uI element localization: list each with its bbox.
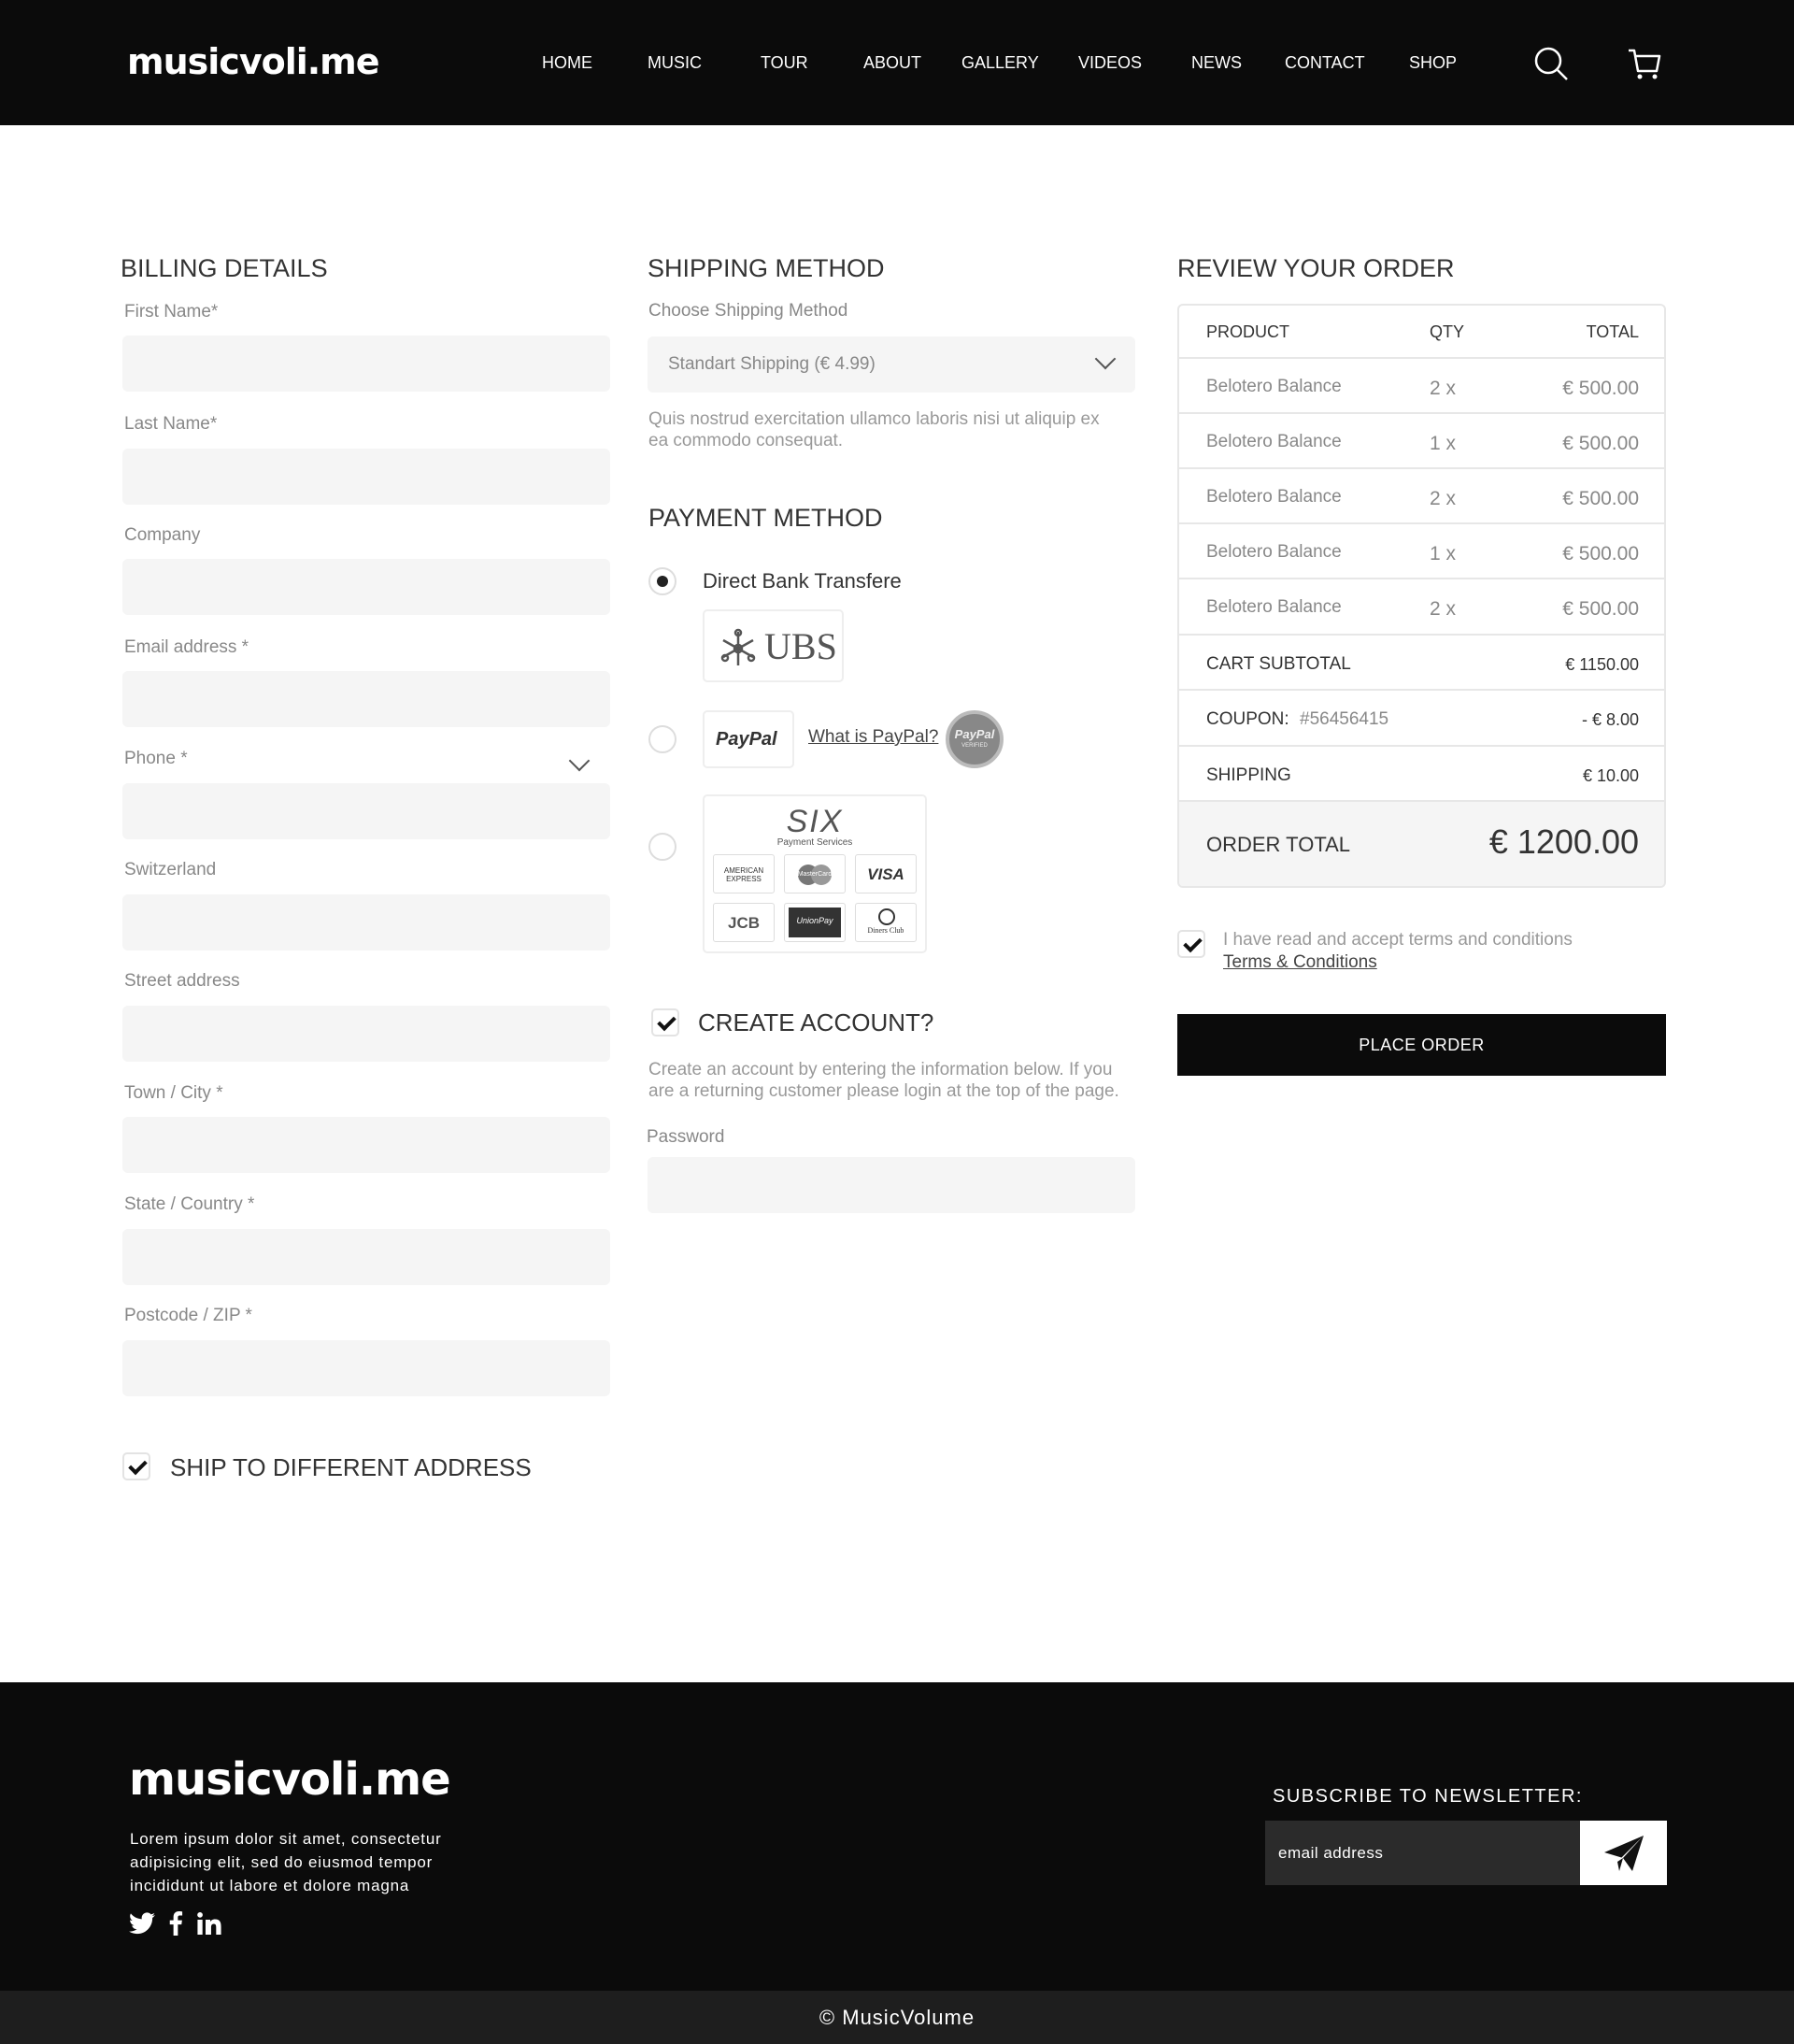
footer-description xyxy=(130,1827,442,1897)
street-field[interactable] xyxy=(122,1006,610,1062)
terms-text: I have read and accept terms and conditions xyxy=(1223,930,1573,950)
item-total: € 500.00 xyxy=(1562,433,1639,454)
amex-card-icon: AMERICAN EXPRESS xyxy=(713,854,775,893)
site-footer xyxy=(0,1682,1794,1991)
email-field[interactable] xyxy=(122,671,610,727)
shipping-label: Choose Shipping Method xyxy=(648,301,848,321)
item-qty: 2 x xyxy=(1430,488,1457,509)
ship-different-label: SHIP TO DIFFERENT ADDRESS xyxy=(170,1453,532,1481)
last-name-field[interactable] xyxy=(122,449,610,505)
paypal-verified-badge xyxy=(946,710,1004,768)
table-row xyxy=(1179,414,1664,469)
footer-text-line3: incididunt ut labore et dolore magna xyxy=(130,1877,410,1894)
state-label: State / Country * xyxy=(124,1194,255,1214)
visa-card-icon: VISA xyxy=(855,854,917,893)
order-total-label: ORDER TOTAL xyxy=(1206,833,1351,856)
ubs-logo-card xyxy=(703,609,844,682)
newsletter-placeholder: email address xyxy=(1278,1844,1384,1862)
create-account-title: CREATE ACCOUNT? xyxy=(698,1008,934,1036)
item-name: Belotero Balance xyxy=(1206,487,1342,507)
col-total-header: TOTAL xyxy=(1586,322,1639,341)
bank-transfer-label: Direct Bank Transfere xyxy=(703,569,902,593)
paypal-radio[interactable] xyxy=(648,725,676,753)
order-total-row xyxy=(1179,802,1664,888)
first-name-field[interactable] xyxy=(122,336,610,392)
company-label: Company xyxy=(124,525,201,545)
first-name-label: First Name* xyxy=(124,302,219,322)
item-name: Belotero Balance xyxy=(1206,542,1342,562)
nav-about[interactable]: ABOUT xyxy=(863,53,922,72)
paypal-logo-text: PayPal xyxy=(716,729,777,750)
phone-dropdown-chevron-icon[interactable] xyxy=(569,750,591,772)
order-header-row xyxy=(1179,306,1664,359)
linkedin-icon[interactable] xyxy=(197,1912,221,1935)
terms-checkbox[interactable] xyxy=(1177,930,1205,958)
item-name: Belotero Balance xyxy=(1206,597,1342,617)
shipping-description xyxy=(648,408,1100,451)
item-name: Belotero Balance xyxy=(1206,432,1342,451)
street-label: Street address xyxy=(124,971,240,991)
ship-different-checkbox[interactable] xyxy=(122,1452,150,1480)
item-total: € 500.00 xyxy=(1562,543,1639,565)
country-label: Switzerland xyxy=(124,860,217,879)
col-product-header: PRODUCT xyxy=(1206,322,1289,341)
postcode-label: Postcode / ZIP * xyxy=(124,1306,252,1325)
place-order-button[interactable]: PLACE ORDER xyxy=(1177,1014,1666,1076)
subtotal-value: € 1150.00 xyxy=(1565,655,1639,674)
subtotal-label: CART SUBTOTAL xyxy=(1206,654,1351,674)
mastercard-text: MasterCard xyxy=(797,871,833,878)
account-desc-line2: are a returning customer please login at the top of the page. xyxy=(648,1081,1119,1101)
diners-card-icon xyxy=(855,903,917,942)
six-logo-text: SIX xyxy=(786,804,844,839)
six-sub-text: Payment Services xyxy=(776,837,853,848)
state-field[interactable] xyxy=(122,1229,610,1285)
site-header xyxy=(0,0,1794,125)
paypal-badge-sub: VERIFIED xyxy=(961,743,988,749)
create-account-checkbox[interactable] xyxy=(651,1008,679,1036)
jcb-card-icon: JCB xyxy=(713,903,775,942)
nav-gallery[interactable]: GALLERY xyxy=(961,53,1039,72)
paypal-logo-card xyxy=(703,710,794,768)
coupon-row xyxy=(1179,691,1664,747)
footer-text-line1: Lorem ipsum dolor sit amet, consectetur xyxy=(130,1830,442,1848)
subtotal-row xyxy=(1179,636,1664,691)
last-name-label: Last Name* xyxy=(124,414,218,434)
paypal-badge-text: PayPal xyxy=(954,727,995,741)
newsletter-submit-button[interactable] xyxy=(1580,1821,1667,1885)
what-is-paypal-link[interactable]: What is PayPal? xyxy=(808,727,939,747)
payment-title: PAYMENT METHOD xyxy=(648,504,883,532)
nav-videos[interactable]: VIDEOS xyxy=(1078,53,1143,72)
newsletter-email-input[interactable] xyxy=(1265,1821,1580,1885)
six-radio[interactable] xyxy=(648,833,676,861)
nav-music[interactable]: MUSIC xyxy=(648,53,702,72)
shipping-desc-line1: Quis nostrud exercitation ullamco laboris nisi ut aliquip ex xyxy=(648,409,1100,429)
table-row xyxy=(1179,359,1664,414)
order-summary-table xyxy=(1177,304,1666,888)
table-row xyxy=(1179,579,1664,636)
item-name: Belotero Balance xyxy=(1206,377,1342,396)
chevron-down-icon xyxy=(1095,349,1117,370)
item-qty: 2 x xyxy=(1430,378,1457,399)
password-label: Password xyxy=(647,1127,725,1147)
shipping-desc-line2: ea commodo consequat. xyxy=(648,431,844,450)
country-field[interactable] xyxy=(122,894,610,951)
shipping-row xyxy=(1179,747,1664,802)
item-total: € 500.00 xyxy=(1562,488,1639,509)
newsletter-title: SUBSCRIBE TO NEWSLETTER: xyxy=(1273,1786,1583,1807)
phone-field[interactable] xyxy=(122,783,610,839)
nav-contact[interactable]: CONTACT xyxy=(1285,53,1365,72)
email-label: Email address * xyxy=(124,637,249,657)
ubs-logo-text: UBS xyxy=(764,625,837,667)
copyright-bar: © MusicVolume xyxy=(0,1991,1794,2044)
coupon-code: #56456415 xyxy=(1300,709,1389,729)
six-payment-card xyxy=(703,794,927,953)
twitter-icon[interactable] xyxy=(129,1912,155,1935)
send-icon xyxy=(1602,1834,1645,1873)
password-field[interactable] xyxy=(648,1157,1135,1213)
search-icon[interactable] xyxy=(1532,45,1570,82)
shipping-method-select[interactable] xyxy=(648,336,1135,393)
item-total: € 500.00 xyxy=(1562,598,1639,620)
order-title: REVIEW YOUR ORDER xyxy=(1177,254,1455,282)
terms-link[interactable]: Terms & Conditions xyxy=(1223,952,1377,972)
footer-logo[interactable]: musicvoli.me xyxy=(129,1753,450,1806)
nav-news[interactable]: NEWS xyxy=(1191,53,1242,72)
diners-text: Diners Club xyxy=(867,926,904,935)
order-total-value: € 1200.00 xyxy=(1488,822,1639,861)
item-total: € 500.00 xyxy=(1562,378,1639,399)
phone-label: Phone * xyxy=(124,749,188,768)
unionpay-text: UnionPay xyxy=(789,908,841,937)
nav-shop[interactable]: SHOP xyxy=(1409,53,1458,72)
nav-tour[interactable]: TOUR xyxy=(761,53,808,72)
billing-title: BILLING DETAILS xyxy=(121,254,328,282)
account-desc-line1: Create an account by entering the information below. If you xyxy=(648,1060,1113,1079)
item-qty: 1 x xyxy=(1430,543,1457,565)
table-row xyxy=(1179,469,1664,524)
coupon-label: COUPON: xyxy=(1206,709,1289,729)
col-qty-header: QTY xyxy=(1430,322,1465,341)
shipping-cost-value: € 10.00 xyxy=(1582,766,1639,785)
item-qty: 2 x xyxy=(1430,598,1457,620)
town-label: Town / City * xyxy=(124,1083,223,1103)
footer-text-line2: adipisicing elit, sed do eiusmod tempor xyxy=(130,1853,434,1871)
facebook-icon[interactable] xyxy=(168,1911,183,1936)
company-field[interactable] xyxy=(122,559,610,615)
create-account-description xyxy=(648,1059,1119,1102)
nav-home[interactable]: HOME xyxy=(542,53,592,72)
ubs-keys-icon xyxy=(718,628,759,669)
table-row xyxy=(1179,524,1664,579)
shipping-title: SHIPPING METHOD xyxy=(648,254,885,282)
town-field[interactable] xyxy=(122,1117,610,1173)
mastercard-icon xyxy=(784,854,846,893)
coupon-value: - € 8.00 xyxy=(1581,710,1639,729)
unionpay-card-icon xyxy=(784,903,846,942)
cart-icon[interactable] xyxy=(1626,45,1663,82)
shipping-selected-value: Standart Shipping (€ 4.99) xyxy=(668,354,876,374)
shipping-cost-label: SHIPPING xyxy=(1206,765,1291,785)
postcode-field[interactable] xyxy=(122,1340,610,1396)
bank-transfer-radio[interactable] xyxy=(648,567,676,595)
item-qty: 1 x xyxy=(1430,433,1457,454)
site-logo[interactable]: musicvoli.me xyxy=(127,41,379,82)
